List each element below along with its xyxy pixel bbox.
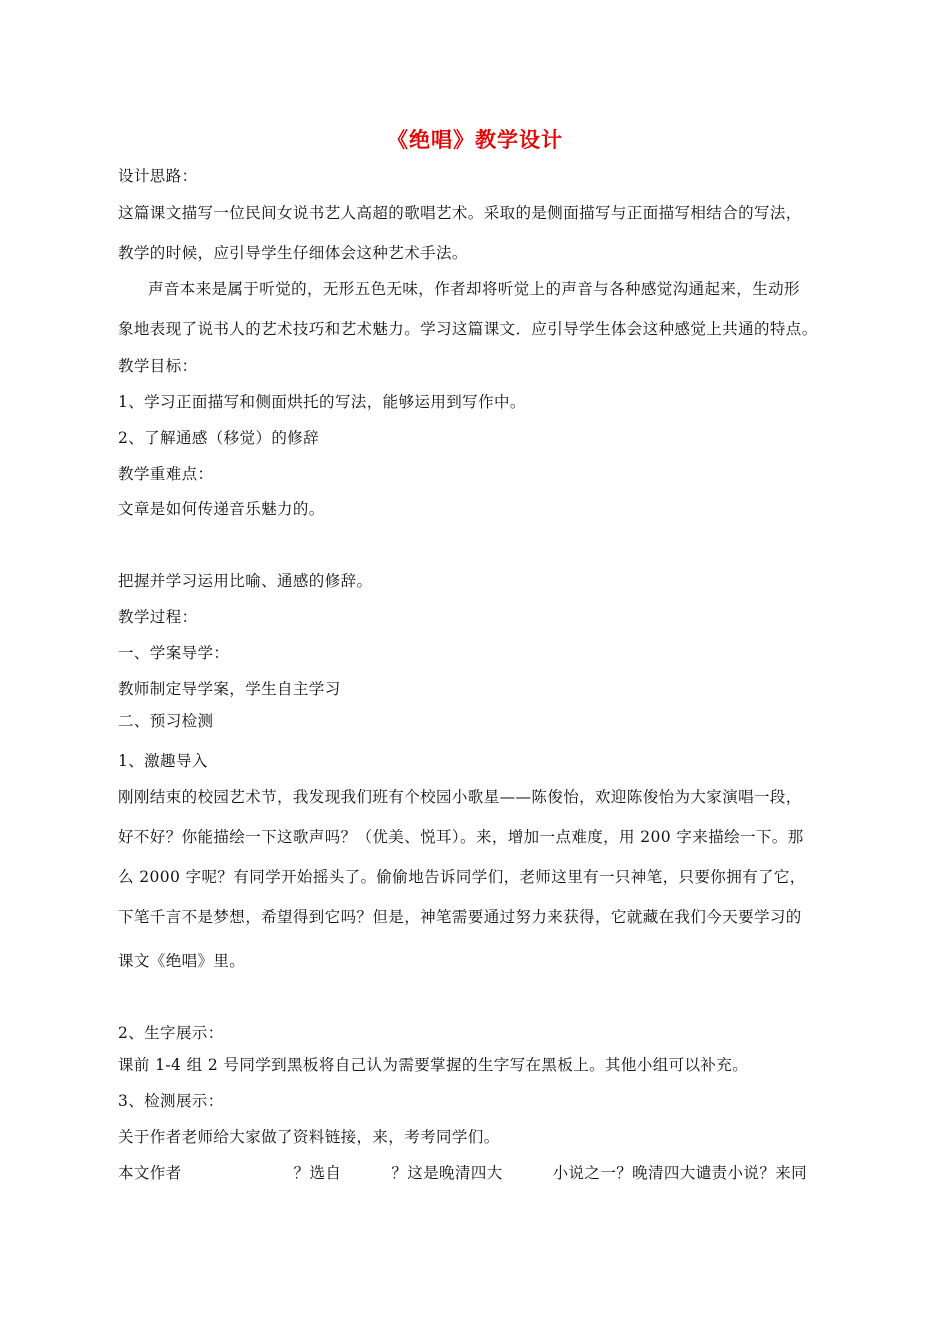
- section-heading-goals: 教学目标：: [118, 357, 198, 375]
- paragraph-line: 么 2000 字呢？有同学开始摇头了。偷偷地告诉同学们，老师这里有一只神笔，只要你拥有了它，: [118, 868, 806, 886]
- section-heading-difficulties: 教学重难点：: [118, 465, 214, 483]
- blank-text: ？选自: [293, 1164, 342, 1182]
- paragraph-line: 关于作者老师给大家做了资料链接，来，考考同学们。: [118, 1128, 500, 1146]
- paragraph-line: 课前 1-4 组 2 号同学到黑板将自己认为需要掌握的生字写在黑板上。其他小组可以补充。: [118, 1056, 749, 1074]
- paragraph-line: 下笔千言不是梦想，希望得到它吗？但是，神笔需要通过努力来获得，它就藏在我们今天要学习的: [118, 908, 802, 926]
- subsection-heading: 二、预习检测: [118, 712, 214, 730]
- paragraph-line: 教学的时候，应引导学生仔细体会这种艺术手法。: [118, 244, 468, 262]
- paragraph-line: 这篇课文描写一位民间女说书艺人高超的歌唱艺术。采取的是侧面描写与正面描写相结合的写法，: [118, 204, 802, 222]
- document-title: 《绝唱》教学设计: [387, 128, 563, 152]
- paragraph-line: 象地表现了说书人的艺术技巧和艺术魅力。学习这篇课文．应引导学生体会这种感觉上共通的特点。: [118, 320, 818, 338]
- blank-text: 本文作者: [118, 1164, 182, 1182]
- list-item: 2、了解通感（移觉）的修辞: [118, 429, 320, 447]
- section-heading-process: 教学过程：: [118, 608, 198, 626]
- paragraph-line: 好不好？你能描绘一下这歌声吗？（优美、悦耳）。来，增加一点难度，用 200 字来描绘一下。那: [118, 828, 804, 846]
- list-item: 3、检测展示：: [118, 1092, 224, 1110]
- fill-in-blank-line: [118, 1161, 807, 1183]
- paragraph-line: 教师制定导学案，学生自主学习: [118, 680, 341, 698]
- paragraph-line: 刚刚结束的校园艺术节，我发现我们班有个校园小歌星——陈俊怡，欢迎陈俊怡为大家演唱一段，: [118, 788, 802, 806]
- paragraph-line: 文章是如何传递音乐魅力的。: [118, 500, 325, 518]
- paragraph-line: 课文《绝唱》里。: [118, 952, 246, 970]
- subsection-heading: 一、学案导学：: [118, 644, 230, 662]
- list-item: 2、生字展示：: [118, 1024, 224, 1042]
- section-heading-design-idea: 设计思路：: [118, 167, 198, 185]
- blank-text: ？这是晚清四大: [391, 1164, 503, 1182]
- list-item: 1、激趣导入: [118, 752, 208, 770]
- paragraph-line: 把握并学习运用比喻、通感的修辞。: [118, 572, 373, 590]
- list-item: 1、学习正面描写和侧面烘托的写法，能够运用到写作中。: [118, 393, 526, 411]
- blank-text: 小说之一？晚清四大谴责小说？来同: [552, 1164, 808, 1182]
- paragraph-line: 声音本来是属于听觉的，无形五色无味，作者却将听觉上的声音与各种感觉沟通起来，生动形: [148, 280, 800, 298]
